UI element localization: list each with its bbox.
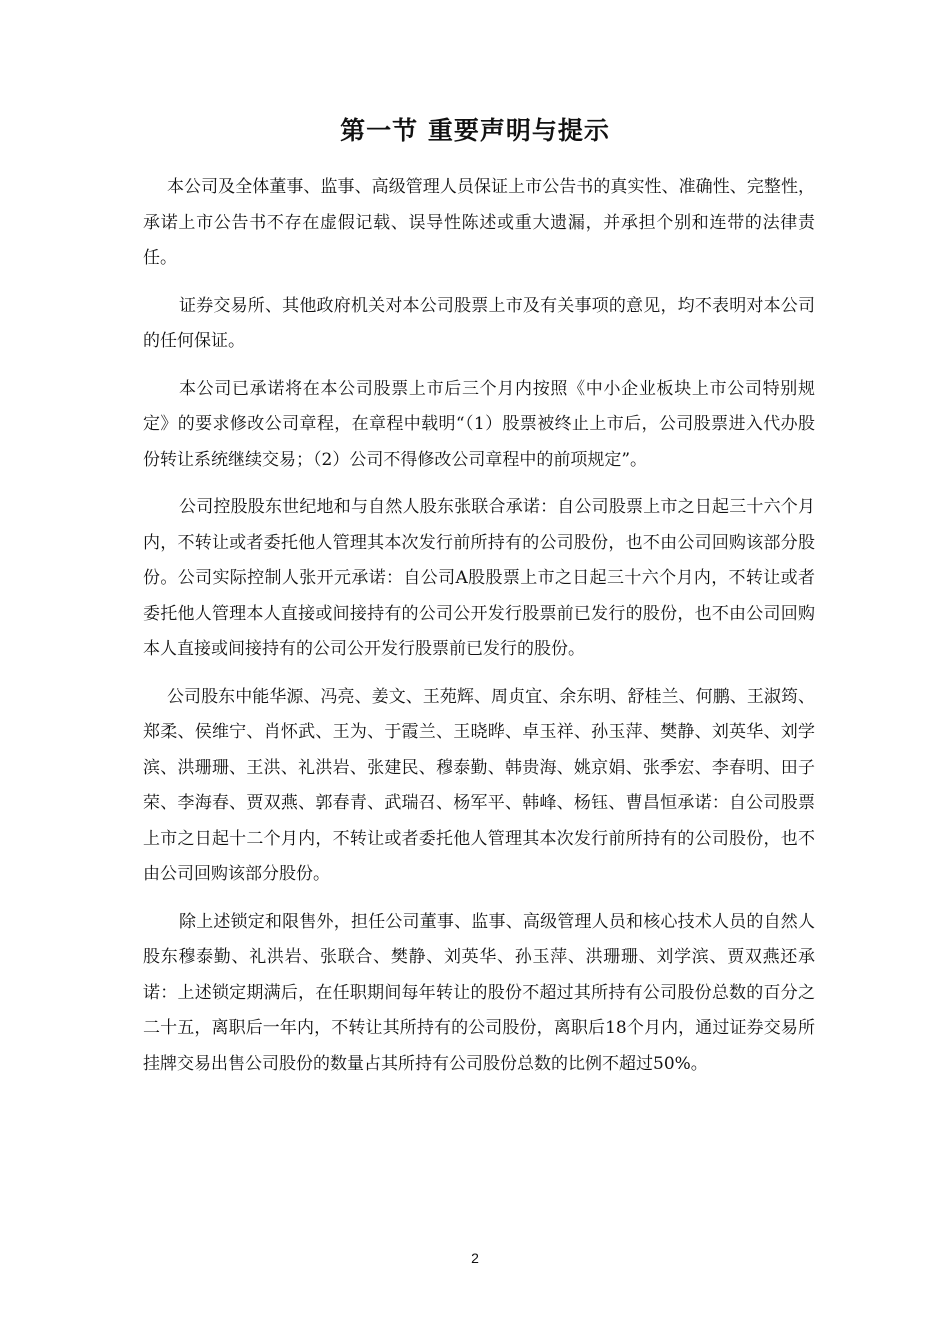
paragraph-articles-amendment: 本公司已承诺将在本公司股票上市后三个月内按照《中小企业板块上市公司特别规定》的要求修改公司章程，在章程中载明“（1）股票被终止上市后，公司股票进入代办股份转让系统继续交易；（2）公司不得修改公司章程中的前项规定”。 — [143, 378, 815, 470]
paragraph-shareholder-lockup: 公司股东中能华源、冯亮、姜文、王苑辉、周贞宜、余东明、舒桂兰、何鹏、王淑筠、郑柔、侯维宁、肖怀武、王为、于霞兰、王晓晔、卓玉祥、孙玉萍、樊静、刘英华、刘学滨、洪珊珊、王洪、礼洪岩、张建民、穆泰勤、韩贵海、姚京娟、张季宏、李春明、田子荣、李海春、贾双燕、郭春青、武瑞召、杨军平、韩峰、杨钰、曹昌恒承诺：自公司股票上市之日起十二个月内，不转让或者委托他人管理其本次发行前所持有的公司股份，也不由公司回购该部分股份。 — [143, 686, 815, 884]
paragraph-exchange-disclaimer: 证券交易所、其他政府机关对本公司股票上市及有关事项的意见，均不表明对本公司的任何保证。 — [143, 295, 815, 351]
paragraph-responsibility-statement: 本公司及全体董事、监事、高级管理人员保证上市公告书的真实性、准确性、完整性，承诺上市公告书不存在虚假记载、误导性陈述或重大遗漏，并承担个别和连带的法律责任。 — [143, 177, 815, 268]
body-text — [143, 170, 815, 1094]
page-number: 2 — [471, 1250, 479, 1266]
paragraph-controlling-shareholder-lockup: 公司控股股东世纪地和与自然人股东张联合承诺：自公司股票上市之日起三十六个月内，不转让或者委托他人管理其本次发行前所持有的公司股份，也不由公司回购该部分股份。公司实际控制人张开元承诺：自公司A股股票上市之日起三十六个月内，不转让或者委托他人管理本人直接或间接持有的公司公开发行股票前已发行的股份，也不由公司回购本人直接或间接持有的公司公开发行股票前已发行的股份。 — [143, 497, 815, 659]
section-title: 第一节 重要声明与提示 — [340, 116, 610, 145]
paragraph-executive-transfer-limits: 除上述锁定和限售外，担任公司董事、监事、高级管理人员和核心技术人员的自然人股东穆泰勤、礼洪岩、张联合、樊静、刘英华、孙玉萍、洪珊珊、刘学滨、贾双燕还承诺：上述锁定期满后，在任职期间每年转让的股份不超过其所持有公司股份总数的百分之二十五，离职后一年内，不转让其所持有的公司股份，离职后18个月内，通过证券交易所挂牌交易出售公司股份的数量占其所持有公司股份总数的比例不超过50%。 — [143, 911, 815, 1074]
